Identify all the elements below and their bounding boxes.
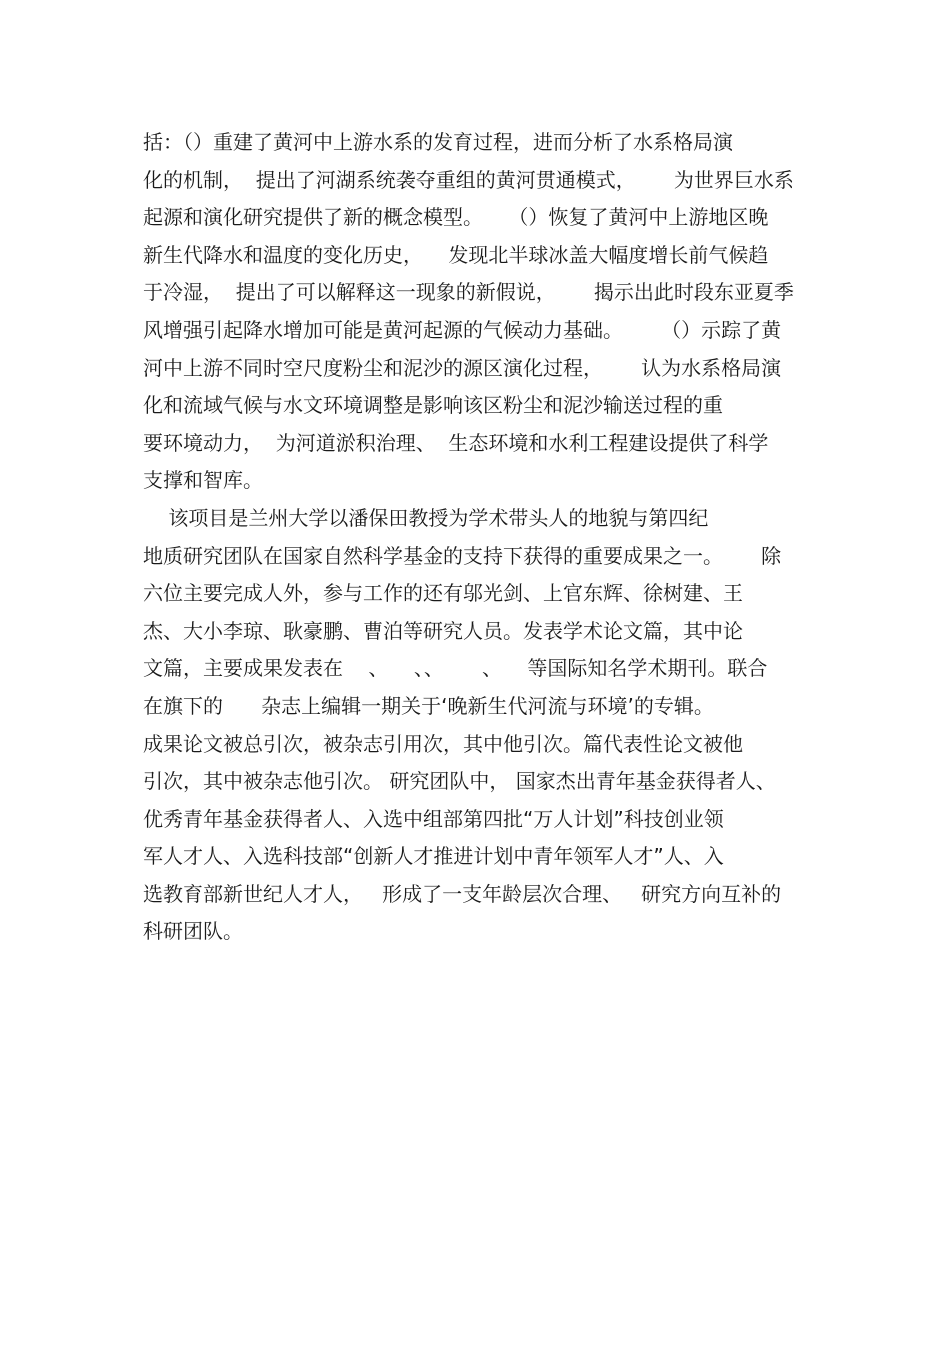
body-text bbox=[143, 124, 823, 951]
text-line: 新生代降水和温度的变化历史， 发现北半球冰盖大幅度增长前气候趋 bbox=[143, 242, 769, 267]
text-line: 风增强引起降水增加可能是黄河起源的气候动力基础。 （）示踪了黄 bbox=[143, 317, 782, 342]
text-line: 括：（）重建了黄河中上游水系的发育过程，进而分析了水系格局演 bbox=[143, 130, 733, 154]
text-line: 六位主要完成人外，参与工作的还有邬光剑、上官东辉、徐树建、王 bbox=[143, 581, 743, 606]
text-line: 杰、大小李琼、耿豪鹏、曹泊等研究人员。发表学术论文篇，其中论 bbox=[143, 618, 743, 643]
text-line: 成果论文被总引次，被杂志引用次，其中他引次。篇代表性论文被他 bbox=[143, 731, 743, 756]
text-line: 于冷湿， 提出了可以解释这一现象的新假说， 揭示出此时段东亚夏季 bbox=[143, 280, 794, 305]
text-line: 河中上游不同时空尺度粉尘和泥沙的源区演化过程， 认为水系格局演 bbox=[143, 355, 782, 380]
text-line: 该项目是兰州大学以潘保田教授为学术带头人的地貌与第四纪 bbox=[143, 505, 709, 530]
text-line: 军人才人、入选科技部“创新人才推进计划中青年领军人才”人、入 bbox=[143, 844, 724, 869]
text-line: 起源和演化研究提供了新的概念模型。 （）恢复了黄河中上游地区晚 bbox=[143, 205, 769, 230]
text-line: 在旗下的 杂志上编辑一期关于‘晚新生代河流与环境’的专辑。 bbox=[143, 693, 714, 718]
text-line: 支撑和智库。 bbox=[143, 468, 263, 493]
text-line: 科研团队。 bbox=[143, 919, 243, 944]
text-line: 地质研究团队在国家自然科学基金的支持下获得的重要成果之一。 除 bbox=[143, 543, 782, 568]
text-line: 要环境动力， 为河道淤积治理、 生态环境和水利工程建设提供了科学 bbox=[143, 430, 769, 455]
text-line: 选教育部新世纪人才人， 形成了一支年龄层次合理、 研究方向互补的 bbox=[143, 881, 782, 906]
text-line: 化的机制， 提出了河湖系统袭夺重组的黄河贯通模式， 为世界巨水系 bbox=[143, 167, 794, 192]
text-line: 优秀青年基金获得者人、入选中组部第四批“万人计划”科技创业领 bbox=[143, 806, 724, 831]
text-line: 引次，其中被杂志他引次。 研究团队中， 国家杰出青年基金获得者人、 bbox=[143, 769, 776, 794]
text-line: 化和流域气候与水文环境调整是影响该区粉尘和泥沙输送过程的重 bbox=[143, 393, 723, 418]
text-line: 文篇，主要成果发表在 、 、、 、 等国际知名学术期刊。联合 bbox=[143, 656, 768, 681]
